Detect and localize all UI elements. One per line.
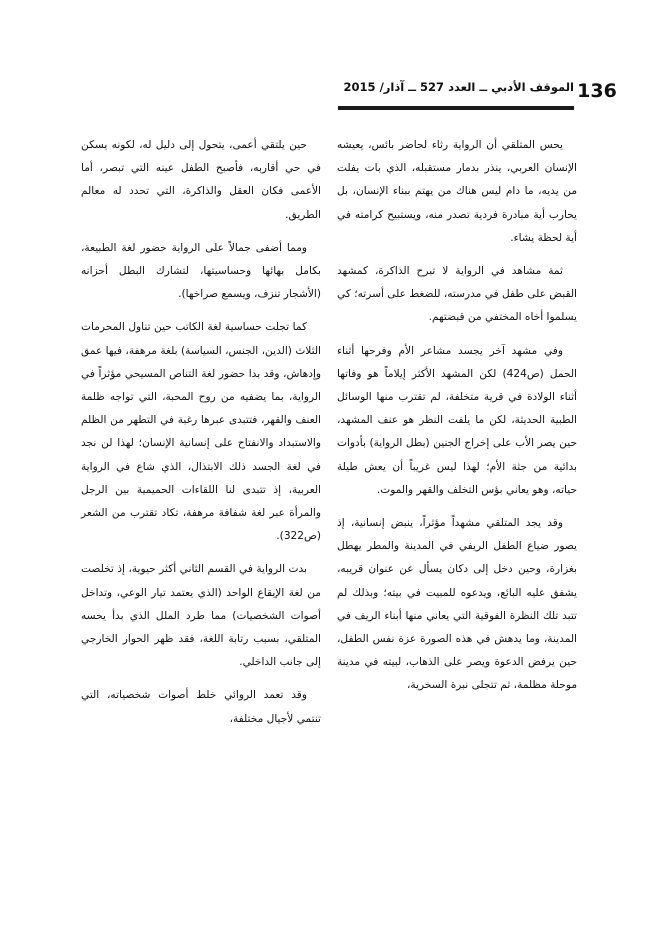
paragraph: يحس المتلقي أن الرواية رثاء لحاضر بائس، يعيشه الإنسان العربي، ينذر بدمار مستقبله، الذي بات يفلت من يديه، ما دام ليس هناك من يهتم ببناء الإنسان، بل يحارب أية مبادرة فردية تصدر منه، ويستبيح كرامته في أية لحظة يشاء. (337, 139, 577, 244)
right-text-column (337, 134, 577, 708)
paragraph: وقد تعمد الروائي خلط أصوات شخصياته، التي تنتمي لأجيال مختلفة، (81, 689, 321, 725)
paragraph: وفي مشهد آخر يجسد مشاعر الأم وفرحها أثناء الحمل (ص424) لكن المشهد الأكثر إيلاماً هو وفاتها أثناء الولادة في قرية متخلفة، لم تقترب منها الوسائل الطبية الحديثة، لكن ما يلفت النظر هو عنف المشهد، حين يصر الأب على إخراج الجنين (بطل الرواية) بأدوات بدائية من جثة الأم؛ لهذا ليس غريباً أن يعش طيلة حياته، وهو يعاني بؤس التخلف والقهر والموت. (337, 344, 577, 496)
paragraph: وقد يجد المتلقي مشهداً مؤثراً، ينبض إنسانية، إذ يصور ضياع الطفل الريفي في المدينة والمطر يهطل بغزارة، وحين دخل إلى دكان يسأل عن عنوان قريبه، يشفق عليه البائع، ويدعوه للمبيت في بيته؛ وبذلك لم تتبد تلك النظرة الفوقية التي يعاني منها أبناء الريف في المدينة، وما يدهش في هذه الصورة عزة نفس الطفل، حين يرفض الدعوة ويصر على الذهاب، لبيته في مدينة موحلة مظلمة، ثم تتجلى نبرة السخرية، (337, 517, 577, 692)
page-header (338, 78, 574, 110)
paragraph: ومما أضفى جمالاً على الرواية حضور لغة الطبيعة، بكامل بهائها وحساسيتها، لتشارك البطل أحزانه (الأشجار تنزف، ويسمع صراخها). (81, 241, 321, 301)
paragraph: كما تجلت حساسية لغة الكاتب حين تناول المحرمات الثلاث (الدين، الجنس، السياسة) بلغة مرهفة، فيها عمق وإدهاش، وقد بدا حضور لغة التناص المسيحي مؤثراً في الرواية، بما يضفيه من روح المحبة، التي تواجه ظلمة العنف والقهر، فتتبدى عبرها رغبة في التطهر من الظلم والاستبداد والانفتاح على إنسانية الإنسان؛ لهذا لن نجد في لغة الجسد ذلك الابتذال، الذي شاع في الرواية العربية، إذ تتبدى لنا اللقاءات الحميمية بين الرجل والمرأة عبر لغة شفافة مرهفة، تكاد تقترب من الشعر (ص322). (81, 321, 321, 543)
paragraph: حين يلتقي أعمى، يتحول إلى دليل له، لكونه يسكن في حي أقاربه، فأصبح الطفل عينه التي تبصر، أما الأعمى فكان العقل والذاكرة، التي تحدد له معالم الطريق. (81, 139, 321, 221)
page-number: 136 (577, 80, 617, 102)
paragraph: ثمة مشاهد في الرواية لا تبرح الذاكرة، كمشهد القبض على طفل في مدرسته، للضغط على أسرته؛ كي يسلموا أخاه المختفي من قبضتهم. (337, 265, 577, 324)
paragraph: بدت الرواية في القسم الثاني أكثر حيوية، إذ تخلصت من لغة الإيقاع الواحد (الذي يعتمد تيار الوعي، وتداخل أصوات الشخصيات) مما طرد الملل الذي بدأ يحسه المتلقي، بسبب رتابة اللغة، فقد ظهر الحوار الخارجي إلى جانب الداخلي. (81, 563, 321, 669)
running-title: الموقف الأدبي ــ العدد 527 ــ آذار/ 2015 (343, 80, 574, 94)
left-text-column (81, 134, 321, 741)
